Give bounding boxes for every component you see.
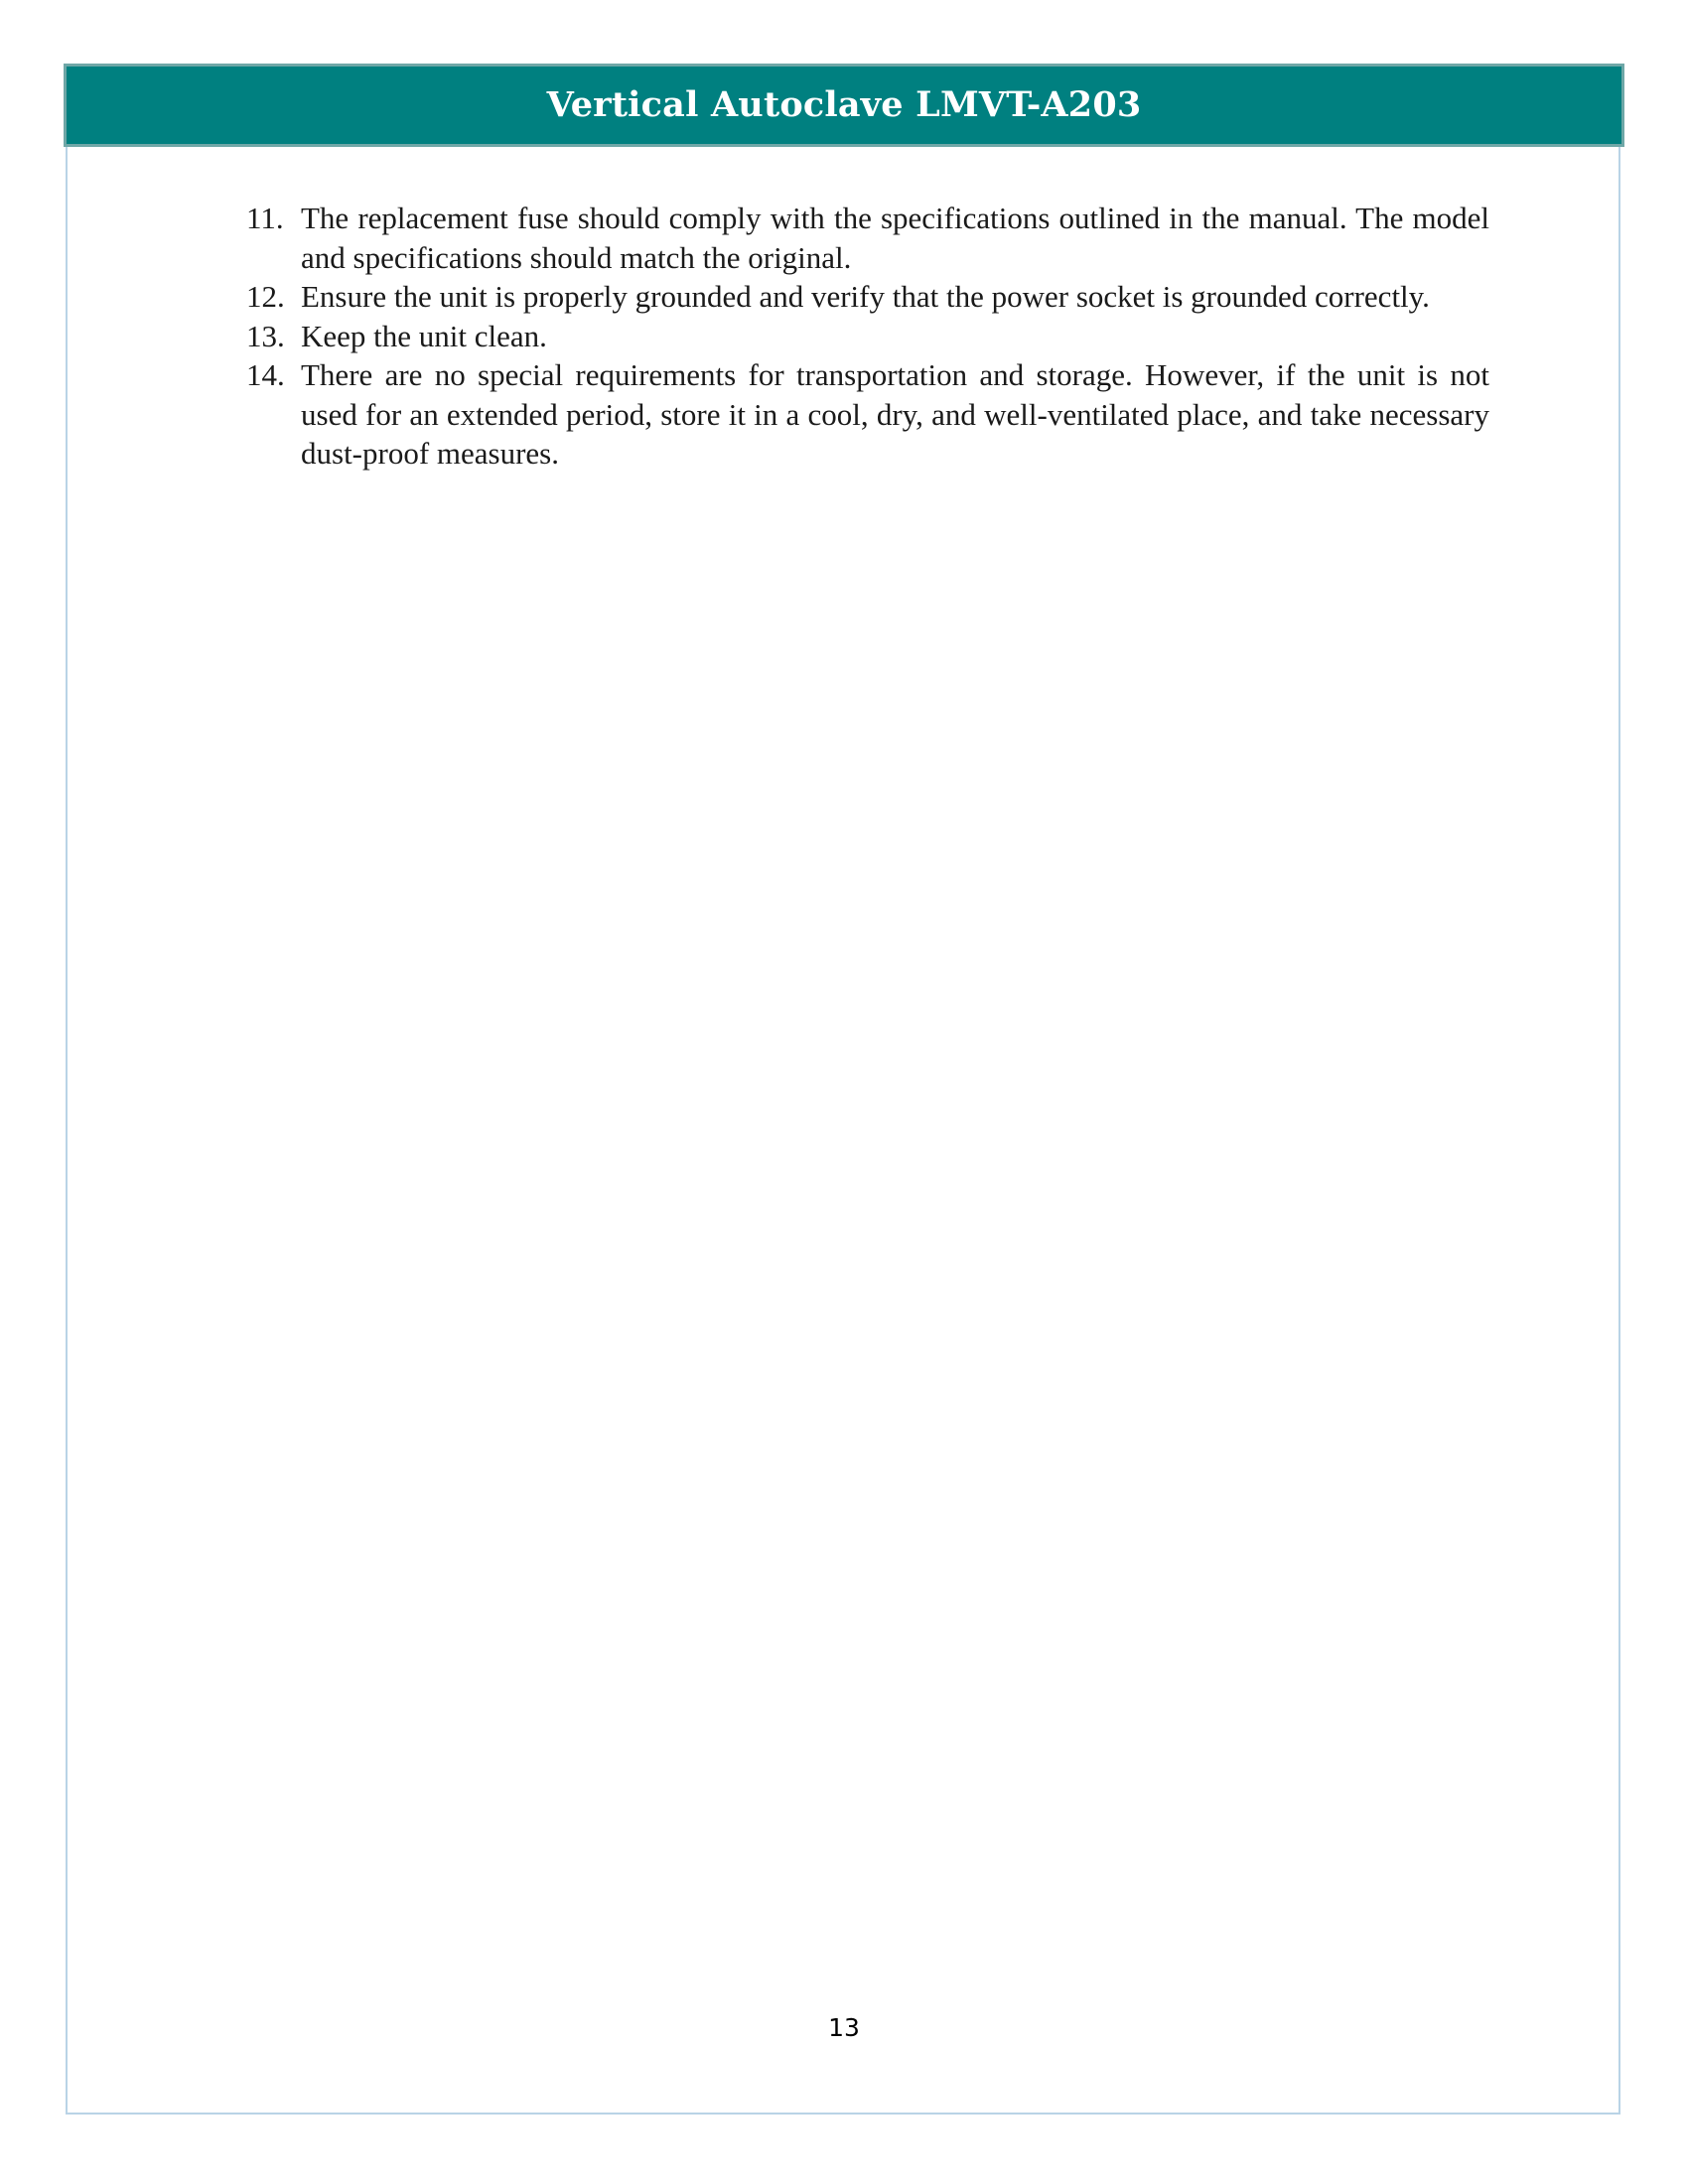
list-item [246, 277, 1489, 317]
header-bar [64, 64, 1624, 147]
page-number: 13 [828, 2013, 860, 2042]
list-item-number: 12. [246, 279, 285, 314]
list-item-number: 13. [246, 318, 285, 353]
list-item-number: 14. [246, 357, 285, 392]
instruction-list [246, 199, 1489, 474]
list-item [246, 355, 1489, 474]
document-title: Vertical Autoclave LMVT-A203 [546, 83, 1142, 125]
list-item [246, 317, 1489, 356]
list-item-text: Keep the unit clean. [301, 318, 547, 353]
list-item [246, 199, 1489, 277]
list-item-text: There are no special requirements for transportation and storage. However, if the unit is not used for an extended period, store it in a cool, dry, and well-ventilated place, and take necessary dust-proof measures. [301, 357, 1489, 471]
list-item-text: Ensure the unit is properly grounded and verify that the power socket is grounded correctly. [301, 279, 1430, 314]
list-item-text: The replacement fuse should comply with the specifications outlined in the manual. The model and specifications should match the original. [301, 201, 1489, 275]
list-item-number: 11. [246, 201, 284, 235]
